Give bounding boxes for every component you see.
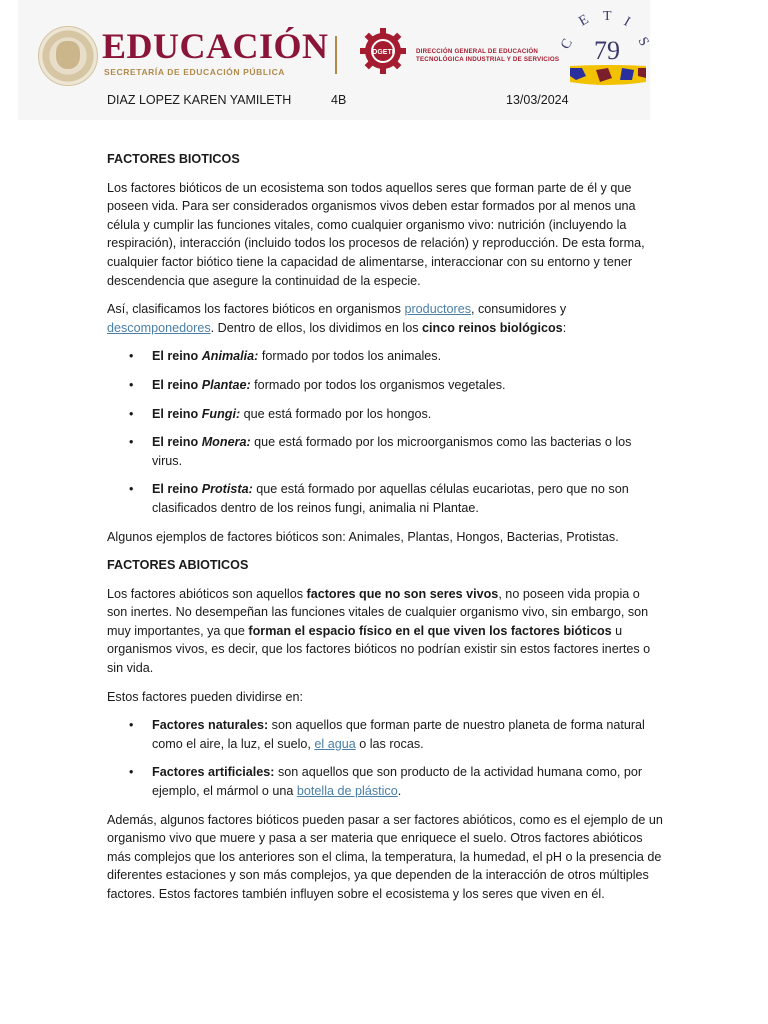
dgeti-gear-icon bbox=[359, 27, 407, 75]
group-label: 4B bbox=[331, 93, 347, 107]
section-heading-abioticos: FACTORES ABIOTICOS bbox=[107, 558, 249, 573]
student-name: DIAZ LOPEZ KAREN YAMILETH bbox=[107, 93, 292, 107]
section-heading-bioticos: FACTORES BIOTICOS bbox=[107, 152, 240, 166]
cetis-letter-e: E bbox=[576, 12, 592, 30]
education-subtitle: SECRETARÍA DE EDUCACIÓN PÚBLICA bbox=[104, 67, 286, 77]
dgeti-name bbox=[416, 48, 559, 64]
link-botella-de-plastico[interactable]: botella de plástico bbox=[296, 784, 398, 799]
dgeti-line-1: DIRECCIÓN GENERAL DE EDUCACIÓN bbox=[416, 48, 539, 55]
cetis-letter-s: S bbox=[634, 34, 652, 49]
bioticos-intro: Los factores bióticos de un ecosistema son todos aquellos seres que forman parte de él y que poseen vida. Para ser considerados organismos vivos deben estar formados por al menos una célula y cumplir las funciones vitales, como cualquier organismo vivo: nutrición (incluyendo la respiración), interacción (incluido todos los procesos de relación) y reproducción. De esta forma, cualquier factor biótico tiene la capacidad de alimentarse, interaccionar con su entorno y tener descendencia que asegure la continuidad de la especie. bbox=[107, 180, 645, 288]
link-productores[interactable]: productores bbox=[404, 302, 471, 317]
cetis-letter-t: T bbox=[603, 9, 612, 24]
cetis-letter-i: I bbox=[621, 14, 633, 30]
list-item: • El reino Animalia: formado por todos los animales. bbox=[152, 347, 663, 366]
abioticos-closing: Además, algunos factores bióticos pueden pasar a ser factores abióticos, como es el ejemplo de un organismo vivo que muere y pasa a ser materia que enriquece el suelo. Otros factores abióticos más complejos que los anteriores son el clima, la temperatura, la humedad, el pH o la presencia de diferentes estaciones y son más complejos, ya que dependen de la interacción de otros múltiples factores. Estos factores también influyen sobre el ecosistema y los seres que viven en él. bbox=[107, 812, 663, 901]
list-item: • Factores artificiales: son aquellos que son producto de la actividad humana como, por ejemplo, el mármol o una botella de plástico. bbox=[152, 763, 663, 800]
kingdoms-list bbox=[107, 347, 663, 517]
bioticos-examples: Algunos ejemplos de factores bióticos son: Animales, Plantas, Hongos, Bacterias, Protistas. bbox=[107, 529, 619, 544]
link-descomponedores[interactable]: descomponedores bbox=[107, 320, 211, 335]
mexico-coat-of-arms-icon bbox=[38, 26, 98, 86]
list-item: • Factores naturales: son aquellos que forman parte de nuestro planeta de forma natural como el aire, la luz, el suelo, el agua o las rocas. bbox=[152, 716, 663, 753]
cetis-letter-c: C bbox=[558, 36, 576, 52]
cinco-reinos-bold: cinco reinos biológicos bbox=[422, 320, 563, 335]
dgeti-emblem-text: DGETI bbox=[372, 49, 394, 56]
abioticos-definition: Los factores abióticos son aquellos factores que no son seres vivos, no poseen vida propia o son inertes. No desempeñan las funciones vitales de cualquier organismo vivo, sin embargo, son muy importantes, ya que forman el espacio físico en el que viven los factores bióticos u organismos vivos, es decir, que los factores bióticos no podrían existir sin estos factores inertes o sin vida. bbox=[107, 586, 651, 676]
link-el-agua[interactable]: el agua bbox=[314, 736, 356, 751]
abioticos-types-list bbox=[107, 716, 663, 800]
list-item: • El reino Monera: que está formado por los microorganismos como las bacterias o los virus. bbox=[152, 433, 663, 470]
education-title: EDUCACIÓN bbox=[102, 26, 329, 66]
cetis-number: 79 bbox=[594, 36, 620, 65]
document-body bbox=[107, 150, 663, 914]
header-divider bbox=[335, 36, 337, 74]
document-date: 13/03/2024 bbox=[506, 93, 569, 107]
abioticos-divide: Estos factores pueden dividirse en: bbox=[107, 689, 304, 704]
dgeti-line-2: TECNOLÓGICA INDUSTRIAL Y DE SERVICIOS bbox=[416, 56, 560, 63]
list-item: • El reino Protista: que está formado por aquellas células eucariotas, pero que no son clasificados dentro de los reinos fungi, animalia ni Plantae. bbox=[152, 480, 663, 517]
cetis-logo bbox=[558, 6, 652, 90]
bioticos-classification: Así, clasificamos los factores bióticos en organismos productores, consumidores y descomponedores. Dentro de ellos, los dividimos en los cinco reinos biológicos: bbox=[107, 302, 567, 335]
list-item: • El reino Plantae: formado por todos los organismos vegetales. bbox=[152, 376, 663, 395]
list-item: • El reino Fungi: que está formado por los hongos. bbox=[152, 405, 663, 424]
